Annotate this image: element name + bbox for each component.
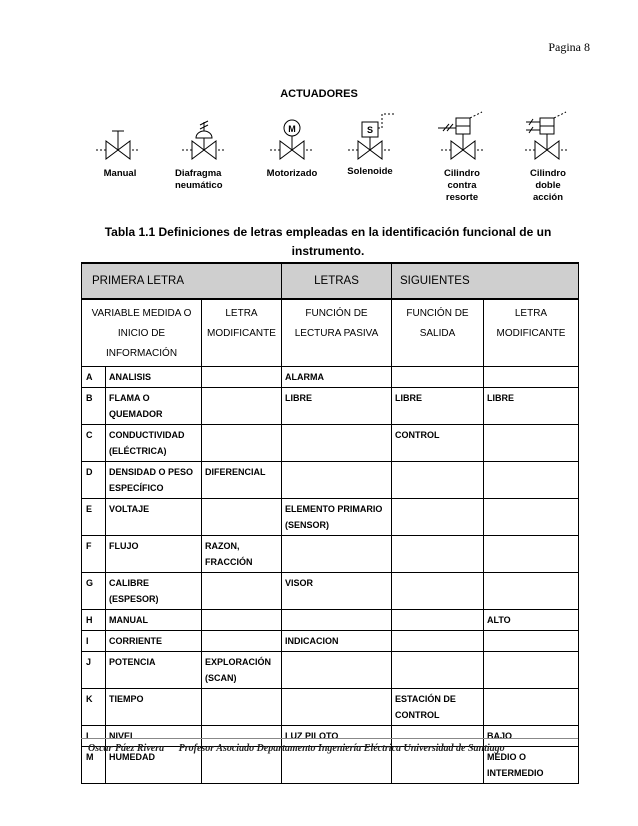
table-row <box>82 631 579 652</box>
cell-modifier2 <box>484 631 579 652</box>
footer-role: Profesor Asociado Departamento Ingeniería Eléctrica Universidad de Santiago <box>178 743 505 754</box>
table-row <box>82 652 579 689</box>
cell-passive <box>282 462 392 499</box>
cell-letter: K <box>82 689 106 726</box>
cell-passive <box>282 652 392 689</box>
cell-letter: E <box>82 499 106 536</box>
cell-output <box>392 367 484 388</box>
cell-variable: CALIBRE (ESPESOR) <box>106 573 202 610</box>
table-row <box>82 536 579 573</box>
cell-variable: HUMEDAD <box>106 747 202 784</box>
cell-variable: ANALISIS <box>106 367 202 388</box>
cell-passive: INDICACION <box>282 631 392 652</box>
cell-modifier: DIFERENCIAL <box>202 462 282 499</box>
cell-output: LIBRE <box>392 388 484 425</box>
cell-modifier2 <box>484 536 579 573</box>
cell-modifier2: ALTO <box>484 610 579 631</box>
cell-variable: VOLTAJE <box>106 499 202 536</box>
cell-passive: LUZ PILOTO <box>282 726 392 747</box>
actuator-label-spring-cylinder: Cilindro contra resorte <box>444 168 480 203</box>
footer <box>88 743 517 754</box>
footer-author: Oscar Páez Rivera <box>88 743 165 754</box>
cell-output <box>392 536 484 573</box>
cell-variable: CORRIENTE <box>106 631 202 652</box>
cell-letter: G <box>82 573 106 610</box>
cell-passive <box>282 425 392 462</box>
cell-letter: A <box>82 367 106 388</box>
cell-modifier <box>202 367 282 388</box>
cell-letter: M <box>82 747 106 784</box>
table-body <box>82 367 579 784</box>
cell-variable: DENSIDAD O PESO ESPECÍFICO <box>106 462 202 499</box>
header-modifier-2: LETRA MODIFICANTE <box>484 299 579 367</box>
actuator-label-diaphragm: Diafragma neumático <box>175 168 223 191</box>
cell-passive: ELEMENTO PRIMARIO (SENSOR) <box>282 499 392 536</box>
cell-passive: VISOR <box>282 573 392 610</box>
cell-output <box>392 610 484 631</box>
cell-variable: FLAMA O QUEMADOR <box>106 388 202 425</box>
cell-modifier: RAZON, FRACCIÓN <box>202 536 282 573</box>
cell-output <box>392 652 484 689</box>
table-row <box>82 425 579 462</box>
actuators-diagram <box>0 108 638 170</box>
cell-modifier2 <box>484 425 579 462</box>
letters-table <box>81 262 579 784</box>
actuator-label-solenoid: Solenoide <box>347 166 393 177</box>
cell-output <box>392 499 484 536</box>
cell-passive <box>282 536 392 573</box>
cell-variable: NIVEL <box>106 726 202 747</box>
cell-modifier <box>202 631 282 652</box>
actuator-label-double-acting: Cilindro doble acción <box>530 168 566 203</box>
header-modifier: LETRA MODIFICANTE <box>202 299 282 367</box>
table-row <box>82 462 579 499</box>
footer-divider <box>81 738 578 739</box>
cell-passive: LIBRE <box>282 388 392 425</box>
cell-letter: L <box>82 726 106 747</box>
motor-symbol: M <box>288 124 296 134</box>
cell-letter: J <box>82 652 106 689</box>
page-number: Pagina 8 <box>548 40 590 54</box>
cell-modifier <box>202 388 282 425</box>
cell-modifier <box>202 573 282 610</box>
header-first-letter: PRIMERA LETRA <box>82 263 202 299</box>
cell-variable: MANUAL <box>106 610 202 631</box>
actuator-label-manual: Manual <box>103 168 137 179</box>
cell-letter: I <box>82 631 106 652</box>
table-header-row-2 <box>82 299 579 367</box>
cell-modifier: EXPLORACIÓN (SCAN) <box>202 652 282 689</box>
cell-modifier <box>202 499 282 536</box>
cell-modifier <box>202 425 282 462</box>
cell-modifier2 <box>484 499 579 536</box>
table-row <box>82 388 579 425</box>
cell-variable: POTENCIA <box>106 652 202 689</box>
spring-cylinder-valve-icon <box>438 112 485 159</box>
table-header-row-1 <box>82 263 579 299</box>
cell-letter: H <box>82 610 106 631</box>
table-row <box>82 610 579 631</box>
header-following: SIGUIENTES <box>392 263 484 299</box>
cell-modifier2 <box>484 652 579 689</box>
header-passive: FUNCIÓN DE LECTURA PASIVA <box>282 299 392 367</box>
table-caption: Tabla 1.1 Definiciones de letras empleadas en la identificación funcional de un instrumento. <box>104 225 552 258</box>
header-output: FUNCIÓN DE SALIDA <box>392 299 484 367</box>
cell-passive <box>282 689 392 726</box>
manual-valve-icon <box>96 131 140 159</box>
cell-modifier2 <box>484 367 579 388</box>
actuator-label-motor: Motorizado <box>266 168 318 179</box>
table-row <box>82 689 579 726</box>
cell-modifier <box>202 610 282 631</box>
cell-variable: TIEMPO <box>106 689 202 726</box>
table-row <box>82 499 579 536</box>
cell-variable: CONDUCTIVIDAD (ELÉCTRICA) <box>106 425 202 462</box>
cell-modifier2 <box>484 462 579 499</box>
cell-letter: D <box>82 462 106 499</box>
cell-modifier <box>202 689 282 726</box>
cell-variable: FLUJO <box>106 536 202 573</box>
diaphragm-valve-icon <box>182 121 226 159</box>
header-variable: VARIABLE MEDIDA O INICIO DE INFORMACIÓN <box>82 299 202 367</box>
double-acting-cylinder-valve-icon <box>525 112 569 159</box>
cell-modifier2: MEDIO O INTERMEDIO <box>484 747 579 784</box>
table-row <box>82 573 579 610</box>
table-row <box>82 367 579 388</box>
cell-passive <box>282 610 392 631</box>
cell-output: ESTACIÓN DE CONTROL <box>392 689 484 726</box>
cell-modifier2: LIBRE <box>484 388 579 425</box>
cell-output <box>392 573 484 610</box>
cell-letter: F <box>82 536 106 573</box>
cell-letter: B <box>82 388 106 425</box>
cell-output: CONTROL <box>392 425 484 462</box>
solenoid-valve-icon <box>348 114 396 159</box>
cell-passive: ALARMA <box>282 367 392 388</box>
cell-modifier2 <box>484 573 579 610</box>
solenoid-symbol: S <box>366 125 374 135</box>
cell-modifier2: BAJO <box>484 726 579 747</box>
cell-letter: C <box>82 425 106 462</box>
cell-output <box>392 462 484 499</box>
actuators-title: ACTUADORES <box>280 88 358 100</box>
header-letters: LETRAS <box>282 263 392 299</box>
cell-output <box>392 631 484 652</box>
cell-modifier2 <box>484 689 579 726</box>
